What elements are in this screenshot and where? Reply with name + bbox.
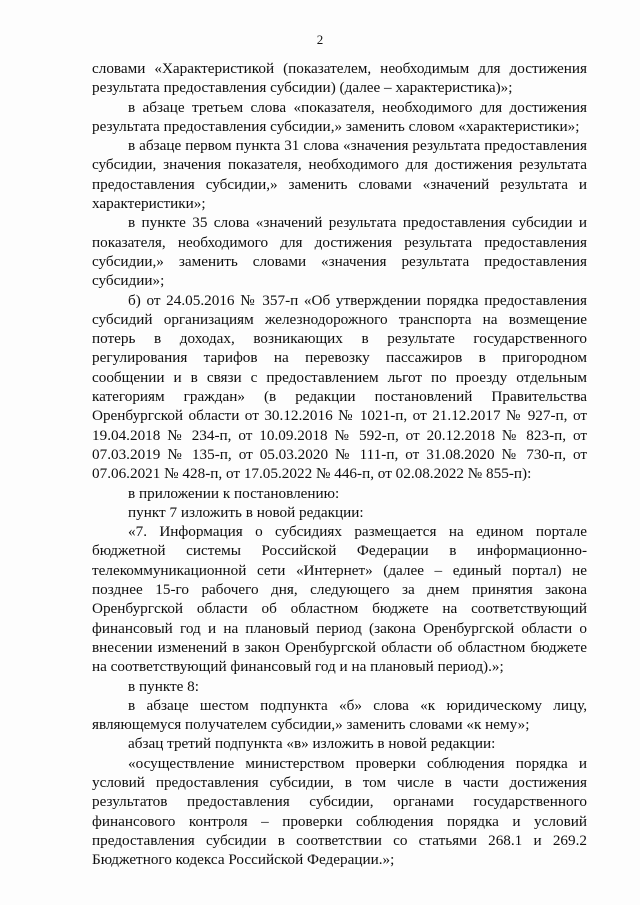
paragraph-10: в абзаце шестом подпункта «б» слова «к юридическому лицу, являющемуся получателем субсидии,» заменить словами «к нему»;	[92, 696, 587, 734]
paragraph-2: в абзаце третьем слова «показателя, необходимого для достижения результата предоставления субсидии,» заменить словом «характеристики»;	[92, 98, 587, 135]
document-body	[92, 59, 587, 869]
paragraph-4: в пункте 35 слова «значений результата предоставления субсидии и показателя, необходимого для достижения результата предоставления субсидии,» заменить словами «значения результата предоставления субсидии»;	[92, 214, 587, 290]
paragraph-5: б) от 24.05.2016 № 357-п «Об утверждении порядка предоставления субсидий организациям железнодорожного транспорта на возмещение потерь в доходах, возникающих в результате государственного регулирования тарифов на перевозку пассажиров в пригородном сообщении и в связи с предоставлением льгот по проезду отдельным категориям граждан» (в редакции постановлений Правительства Оренбургской области от 30.12.2016 № 1021-п, от 21.12.2017 № 927-п, от 19.04.2018 № 234-п, от 10.09.2018 № 592-п, от 20.12.2018 № 823-п, от 07.03.2019 № 135-п, от 05.03.2020 № 111-п, от 31.08.2020 № 730-п, от 07.06.2021 № 428-п, от 17.05.2022 № 446-п, от 02.08.2022 № 855-п):	[92, 291, 587, 483]
paragraph-7: пункт 7 изложить в новой редакции:	[128, 503, 364, 521]
paragraph-12: «осуществление министерством проверки соблюдения порядка и условий предоставления субсидии, в том числе в части достижения результатов предоставления субсидии, органами государственного финансового контроля – проверки соблюдения порядка и условий предоставления субсидии в соответствии со статьями 268.1 и 269.2 Бюджетного кодекса Российской Федерации.»;	[92, 754, 587, 869]
paragraph-1: словами «Характеристикой (показателем, необходимым для достижения результата предоставления субсидии) (далее – характеристика)»;	[92, 60, 587, 97]
paragraph-3: в абзаце первом пункта 31 слова «значения результата предоставления субсидии, значения показателя, необходимого для достижения результата предоставления субсидии,» заменить словами «значений результата и характеристики»;	[92, 137, 587, 213]
paragraph-8: «7. Информация о субсидиях размещается на едином портале бюджетной системы Российской Федерации в информационно-телекоммуникационной сети «Интернет» (далее – единый портал) не позднее 15-го рабочего дня, следующего за днем принятия закона Оренбургской области об областном бюджете на соответствующий финансовый год и на плановый период (закона Оренбургской области о внесении изменений в закон Оренбургской области об областном бюджете на соответствующий финансовый год и на плановый период).»;	[92, 523, 587, 676]
paragraph-9: в пункте 8:	[128, 677, 199, 695]
paragraph-11: абзац третий подпункта «в» изложить в новой редакции:	[128, 735, 496, 753]
page-number: 2	[316, 32, 324, 47]
paragraph-6: в приложении к постановлению:	[128, 484, 340, 502]
